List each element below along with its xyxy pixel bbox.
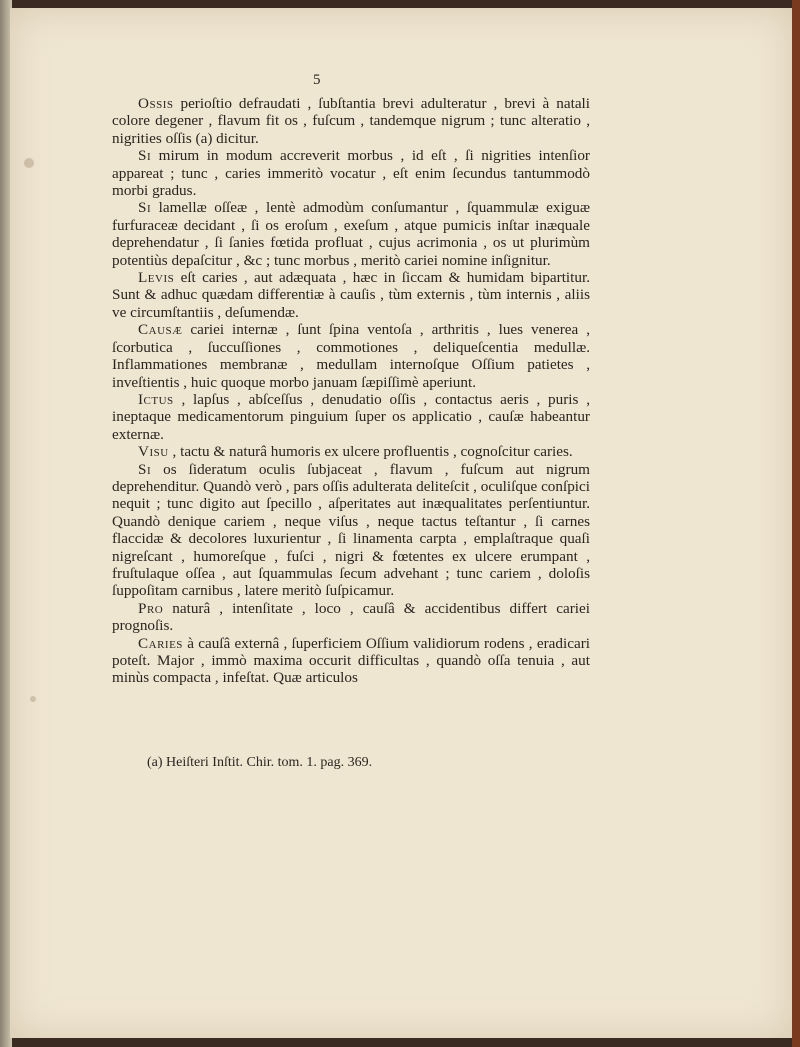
paragraph-lead: Visu: [138, 443, 169, 461]
paragraph-lead: Si: [138, 199, 152, 217]
paragraph-body: naturâ , intenſitate , loco , cauſâ & accidentibus differt cariei prognoſis.: [112, 599, 590, 635]
paragraph-body: cariei internæ , ſunt ſpina ventoſa , arthritis , lues venerea , ſcorbutica , ſuccuſſiones , commotiones , deliqueſcentia medullæ. Inflammationes membranæ , medullam internoſque Oſſium patietes , inveſtientis , huic quoque morbo januam ſæpiſſimè aperiunt.: [112, 321, 590, 391]
paragraph-lead: Pro: [138, 599, 164, 617]
paragraph: [112, 147, 590, 199]
page-edge-right: [792, 0, 800, 1047]
paragraph-body: lamellæ oſſeæ , lentè admodùm conſumantur , ſquammulæ exiguæ furfuraceæ decidant , ſi os eroſum , exeſum , atque pumicis inſtar inæquale deprehendatur , ſi ſanies fœtida profluat , cujus acrimonia , os ut plurimùm potentiùs depaſcitur , &c ; tunc morbus , meritò cariei nomine inſignitur.: [112, 199, 590, 269]
paragraph-body: eſt caries , aut adæquata , hæc in ſiccam & humidam bipartitur. Sunt & adhuc quædam differentiæ à cauſis , tùm externis , tùm internis , aliis ve circumſtantiis , deſumendæ.: [112, 269, 590, 321]
foxing-stain: [30, 696, 36, 702]
paragraph-lead: Caries: [138, 634, 183, 652]
paragraph: [112, 269, 590, 321]
paragraph-body: , tactu & naturâ humoris ex ulcere profluentis , cognoſcitur caries.: [168, 443, 573, 461]
paragraph: [112, 461, 590, 600]
page-number: 5: [313, 72, 321, 88]
paragraph: [112, 321, 590, 391]
paragraph-lead: Levis: [138, 269, 175, 287]
paragraph-body: mirum in modum accreverit morbus , id eſt , ſi nigrities intenſior appareat ; tunc , caries immeritò vocatur , eſt enim ſecundus tantummodò morbi gradus.: [112, 147, 590, 200]
paragraph-body: perioſtio defraudati , ſubſtantia brevi adulteratur , brevi à natali colore degener , flavum fit os , fuſcum , tandemque nigrum ; tunc alteratio , nigrities oſſis (a) dicitur.: [112, 95, 590, 147]
paragraph: [112, 600, 590, 635]
paragraph-body: os ſideratum oculis ſubjaceat , flavum , fuſcum aut nigrum deprehenditur. Quandò verò , pars oſſis adulterata deliteſcit , oculiſque conſpici nequit ; tunc digito aut ſpecillo , aſperitates aut inæqualitates perſentiuntur. Quandò denique cariem , neque viſus , neque tactus teſtantur , ſi carnes flaccidæ & decolores luxurientur , ſi linamenta carpta , emplaſtraque quaſi nigreſcant , humoreſque , fuſci , nigri & fœtentes ex ulcere erumpant , fruſtulaque oſſea , aut ſquammulas ſecum advehant ; tunc cariem , doloſis ſuppoſitam carnibus , latere meritò ſuſpicamur.: [112, 460, 590, 600]
paragraph-lead: Causæ: [138, 321, 183, 339]
paragraph: [112, 635, 590, 687]
paragraph: [112, 95, 590, 147]
paragraph-body: à cauſâ externâ , ſuperficiem Oſſium validiorum rodens , eradicari poteſt. Major , immò maxima occurit difficultas , quandò oſſa tenuia , aut minùs compacta , infeſtat. Quæ articulos: [112, 634, 590, 687]
paragraph-lead: Si: [138, 147, 152, 165]
paragraph: [112, 199, 590, 269]
paragraph: [112, 391, 590, 443]
main-text: [112, 95, 590, 687]
paragraph-lead: Ossis: [138, 95, 174, 112]
paragraph-body: , lapſus , abſceſſus , denudatio oſſis , contactus aeris , puris , ineptaque medicamentorum pinguium ſuper os applicatio , cauſæ habeantur externæ.: [112, 390, 590, 443]
footnote: (a) Heiſteri Inſtit. Chir. tom. 1. pag. 369.: [147, 755, 373, 770]
paragraph-lead: Ictus: [138, 390, 174, 408]
foxing-stain: [24, 158, 34, 168]
paragraph-lead: Si: [138, 460, 152, 478]
paragraph: [112, 443, 590, 460]
